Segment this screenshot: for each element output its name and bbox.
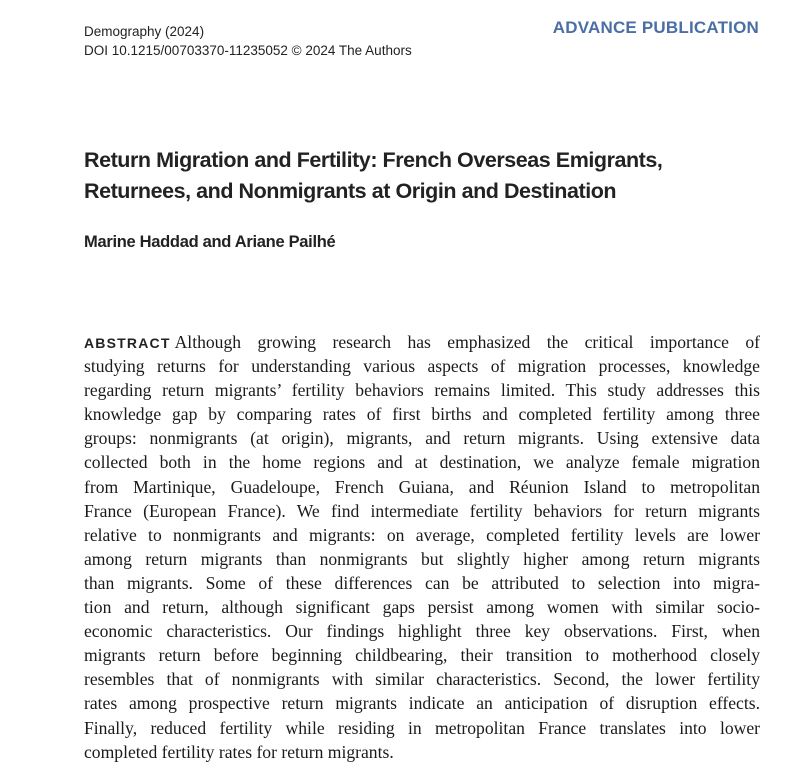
abstract <box>84 330 760 764</box>
abstract-line: ABSTRACT Although growing research has emphasized the critical importance of <box>84 332 760 352</box>
advance-publication-badge: ADVANCE PUBLICATION <box>552 18 759 37</box>
abstract-line: completed fertility rates for return migrants. <box>84 741 394 762</box>
abstract-line: France (European France). We find intermediate fertility behaviors for return migrants <box>84 500 760 521</box>
abstract-line: relative to nonmigrants and migrants: on average, completed fertility levels are lower <box>84 524 760 545</box>
abstract-line: from Martinique, Guadeloupe, French Guiana, and Réunion Island to metropolitan <box>84 476 760 497</box>
abstract-line: tion and return, although significant gaps persist among women with similar socio- <box>84 597 760 618</box>
abstract-line: economic characteristics. Our findings highlight three key observations. First, when <box>84 621 760 642</box>
article-authors: Marine Haddad and Ariane Pailhé <box>84 233 336 251</box>
abstract-line: resembles that of nonmigrants with similar characteristics. Second, the lower fertility <box>84 669 760 690</box>
title-line: Returnees, and Nonmigrants at Origin and Destination <box>84 179 617 203</box>
abstract-line: regarding return migrants’ fertility behaviors remains limited. This study addresses this <box>84 380 760 401</box>
abstract-line: studying returns for understanding various aspects of migration processes, knowledge <box>84 356 760 377</box>
abstract-line: among return migrants than nonmigrants but slightly higher among return migrants <box>84 548 760 569</box>
doi-copyright: DOI 10.1215/00703370-11235052 © 2024 The Authors <box>84 43 412 58</box>
abstract-label: ABSTRACT <box>84 335 171 351</box>
abstract-line: groups: nonmigrants (at origin), migrants, and return migrants. Using extensive data <box>84 428 760 449</box>
abstract-line: collected both in the home regions and at destination, we analyze female migration <box>84 452 760 473</box>
journal-meta <box>84 22 412 60</box>
abstract-line: than migrants. Some of these differences can be attributed to selection into migra- <box>84 572 760 593</box>
abstract-line: migrants return before beginning childbearing, their transition to motherhood closely <box>84 645 760 666</box>
abstract-line: Finally, reduced fertility while residing in metropolitan France translates into lower <box>84 717 760 738</box>
abstract-line: rates among prospective return migrants indicate an anticipation of disruption effects. <box>84 693 760 714</box>
journal-citation: Demography (2024) <box>84 24 205 39</box>
article-title <box>84 145 784 207</box>
title-line: Return Migration and Fertility: French Overseas Emigrants, <box>84 148 663 172</box>
abstract-line: knowledge gap by comparing rates of first births and completed fertility among three <box>84 404 760 425</box>
